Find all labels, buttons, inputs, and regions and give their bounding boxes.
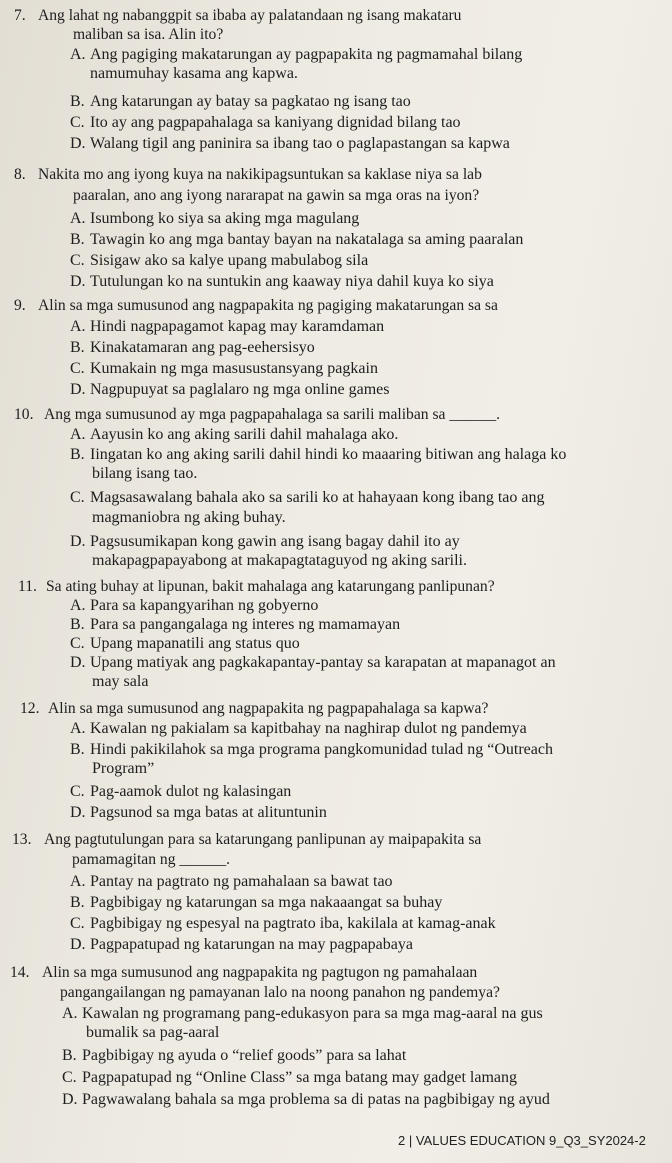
- option-b: B. Pagbibigay ng katarungan sa mga nakaaangat sa buhay: [70, 894, 443, 911]
- option-a: A. Aayusin ko ang aking sarili dahil mahalaga ako.: [70, 426, 399, 443]
- option-b: B. Kinakatamaran ang pag-eehersisyo: [70, 339, 315, 356]
- question-stem-cont: maliban sa isa. Alin ito?: [73, 26, 224, 43]
- option-c: C. Pagbibigay ng espesyal na pagtrato iba, kakilala at kamag-anak: [70, 915, 496, 932]
- option-c-cont: magmaniobra ng aking buhay.: [92, 509, 286, 526]
- option-d: D. Walang tigil ang paninira sa ibang tao o paglapastangan sa kapwa: [70, 135, 510, 152]
- question-stem: Ang lahat ng nabanggpit sa ibaba ay palatandaan ng isang makataru: [38, 7, 462, 24]
- option-b-cont: bilang isang tao.: [92, 465, 198, 482]
- option-d: D. Pagwawalang bahala sa mga problema sa di patas na pagbibigay ng ayud: [62, 1091, 550, 1108]
- option-d: D. Pagpapatupad ng katarungan na may pagpapabaya: [70, 936, 413, 953]
- question-number: 12.: [20, 700, 40, 717]
- question-stem: Alin sa mga sumusunod ang nagpapakita ng pagiging makatarungan sa sa: [38, 297, 498, 314]
- option-a: A. Pantay na pagtrato ng pamahalaan sa bawat tao: [70, 873, 393, 890]
- option-b: B. Para sa pangangalaga ng interes ng mamamayan: [70, 616, 401, 633]
- option-d: D. Pagsunod sa mga batas at alituntunin: [70, 804, 327, 821]
- option-a: A. Kawalan ng programang pang-edukasyon para sa mga mag-aaral na gus: [62, 1005, 543, 1022]
- option-c: C. Ito ay ang pagpapahalaga sa kaniyang dignidad bilang tao: [70, 114, 461, 131]
- option-d-cont: makapagpapayabong at makapagtataguyod ng aking sarili.: [92, 552, 467, 569]
- option-a: A. Para sa kapangyarihan ng gobyerno: [70, 597, 319, 614]
- question-number: 11.: [18, 578, 37, 595]
- option-b: B. Pagbibigay ng ayuda o “relief goods” para sa lahat: [62, 1047, 407, 1064]
- option-c: C. Sisigaw ako sa kalye upang mabulabog sila: [70, 252, 369, 269]
- page-footer: 2 | VALUES EDUCATION 9_Q3_SY2024-2: [398, 1133, 646, 1148]
- option-c: C. Upang mapanatili ang status quo: [70, 635, 300, 652]
- option-c: C. Magsasawalang bahala ako sa sarili ko at hahayaan kong ibang tao ang: [70, 489, 545, 506]
- option-a: A. Kawalan ng pakialam sa kapitbahay na naghirap dulot ng pandemya: [70, 720, 527, 737]
- option-d: D. Pagsusumikapan kong gawin ang isang bagay dahil ito ay: [70, 533, 460, 550]
- question-number: 10.: [14, 406, 34, 423]
- question-stem: Nakita mo ang iyong kuya na nakikipagsuntukan sa kaklase niya sa lab: [38, 166, 482, 183]
- option-b-cont: Program”: [92, 760, 155, 777]
- option-c: C. Kumakain ng mga masusustansyang pagkain: [70, 360, 378, 377]
- question-stem-cont: paaralan, ano ang iyong nararapat na gawin sa mga oras na iyon?: [73, 187, 480, 204]
- option-a: A. Isumbong ko siya sa aking mga magulang: [70, 210, 360, 227]
- option-c: C. Pagpapatupad ng “Online Class” sa mga batang may gadget lamang: [62, 1069, 517, 1086]
- option-a: A. Ang pagiging makatarungan ay pagpapakita ng pagmamahal bilang: [70, 46, 523, 63]
- question-stem-cont: pamamagitan ng ______.: [72, 851, 231, 868]
- question-number: 13.: [12, 831, 32, 848]
- option-b: B. Hindi pakikilahok sa mga programa pangkomunidad tulad ng “Outreach: [70, 741, 553, 758]
- question-number: 9.: [14, 297, 26, 314]
- option-b: B. Iingatan ko ang aking sarili dahil hindi ko maaaring bitiwan ang halaga ko: [70, 446, 567, 463]
- question-stem: Sa ating buhay at lipunan, bakit mahalaga ang katarungang panlipunan?: [46, 578, 495, 595]
- option-a-cont: namumuhay kasama ang kapwa.: [90, 65, 298, 82]
- question-stem: Alin sa mga sumusunod ang nagpapakita ng pagpapahalaga sa kapwa?: [48, 700, 489, 717]
- option-b: B. Tawagin ko ang mga bantay bayan na nakatalaga sa aming paaralan: [70, 231, 524, 248]
- option-b: B. Ang katarungan ay batay sa pagkatao ng isang tao: [70, 93, 411, 110]
- option-d: D. Tutulungan ko na suntukin ang kaaway niya dahil kuya ko siya: [70, 273, 494, 290]
- question-stem: Ang pagtutulungan para sa katarungang panlipunan ay maipapakita sa: [44, 831, 482, 848]
- question-stem: Alin sa mga sumusunod ang nagpapakita ng pagtugon ng pamahalaan: [42, 964, 478, 981]
- option-a-cont: bumalik sa pag-aaral: [86, 1024, 220, 1041]
- question-number: 8.: [14, 166, 26, 183]
- question-stem-cont: pangangailangan ng pamayanan lalo na noong panahon ng pandemya?: [60, 984, 500, 1001]
- option-d: D. Nagpupuyat sa paglalaro ng mga online games: [70, 381, 390, 398]
- question-number: 7.: [14, 7, 26, 24]
- option-c: C. Pag-aamok dulot ng kalasingan: [70, 783, 292, 800]
- option-d: D. Upang matiyak ang pagkakapantay-pantay sa karapatan at mapanagot an: [70, 654, 556, 671]
- question-number: 14.: [10, 964, 30, 981]
- option-d-cont: may sala: [92, 673, 149, 690]
- option-a: A. Hindi nagpapagamot kapag may karamdaman: [70, 318, 385, 335]
- question-stem: Ang mga sumusunod ay mga pagpapahalaga sa sarili maliban sa ______.: [44, 406, 501, 423]
